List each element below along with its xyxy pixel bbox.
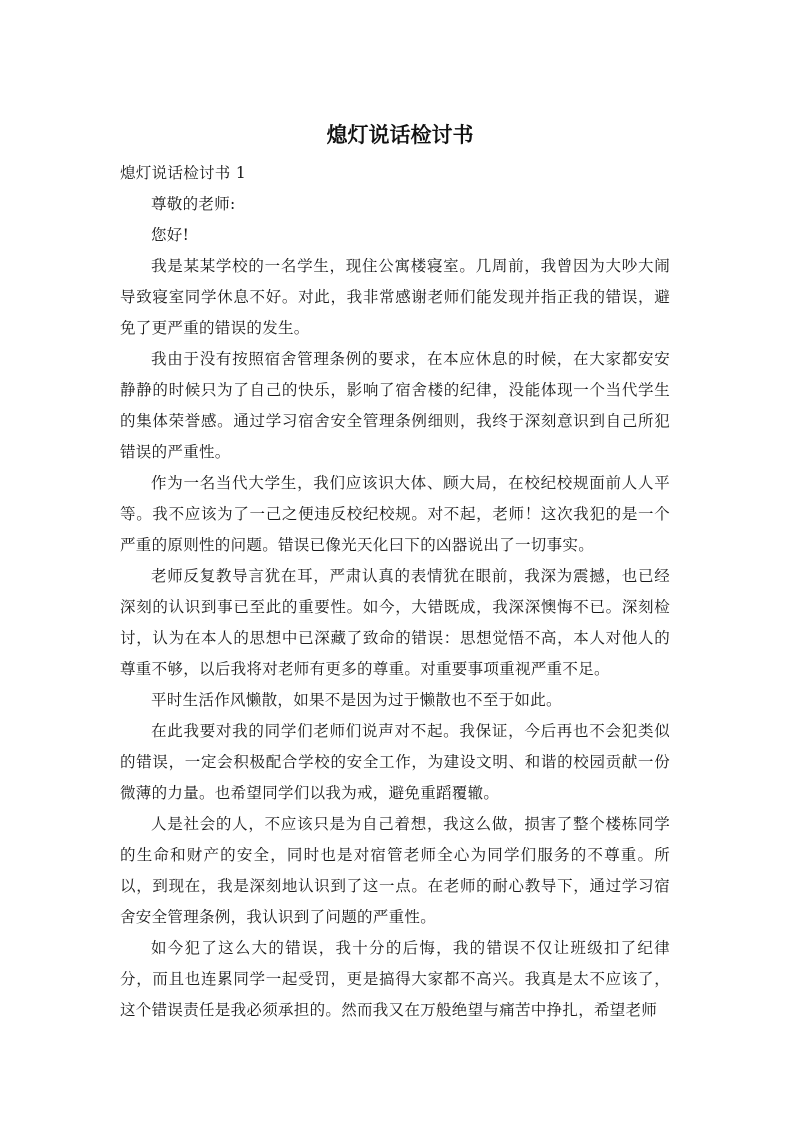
greeting: 您好! — [151, 226, 190, 244]
paragraph: 如今犯了这么大的错误，我十分的后悔，我的错误不仅让班级扣了纪律分，而且也连累同学一起受罚，更是搞得大家都不高兴。我真是太不应该了，这个错误责任是我必须承担的。然而我又在万般绝望与痛苦中挣扎，希望老师 — [120, 939, 670, 1019]
paragraph: 人是社会的人，不应该只是为自己着想，我这么做，损害了整个楼栋同学的生命和财产的安全，同时也是对宿管老师全心为同学们服务的不尊重。所以，到现在，我是深刻地认识到了这一点。在老师的耐心教导下，通过学习宿舍安全管理条例，我认识到了问题的严重性。 — [120, 815, 670, 926]
paragraph: 我是某某学校的一名学生，现住公寓楼寝室。几周前，我曾因为大吵大闹导致寝室同学休息不好。对此，我非常感谢老师们能发现并指正我的错误，避免了更严重的错误的发生。 — [120, 257, 670, 337]
salutation: 尊敬的老师: — [151, 195, 236, 213]
paragraph: 我由于没有按照宿舍管理条例的要求，在本应休息的时候，在大家都安安静静的时候只为了自己的快乐，影响了宿舍楼的纪律，没能体现一个当代学生的集体荣誉感。通过学习宿舍安全管理条例细则，我终于深刻意识到自己所犯错误的严重性。 — [120, 350, 670, 461]
paragraph: 平时生活作风懒散，如果不是因为过于懒散也不至于如此。 — [151, 691, 562, 709]
paragraph: 在此我要对我的同学们老师们说声对不起。我保证，今后再也不会犯类似的错误，一定会积极配合学校的安全工作，为建设文明、和谐的校园贡献一份微薄的力量。也希望同学们以我为戒，避免重蹈覆辙。 — [120, 722, 670, 802]
paragraph: 作为一名当代大学生，我们应该识大体、顾大局，在校纪校规面前人人平等。我不应该为了一己之便违反校纪校规。对不起，老师！这次我犯的是一个严重的原则性的问题。错误已像光天化曰下的凶器说出了一切事实。 — [120, 474, 670, 554]
document-title: 熄灯说话检讨书 — [326, 123, 474, 147]
document-body — [120, 158, 670, 1026]
section-heading: 熄灯说话检讨书 1 — [120, 164, 246, 182]
paragraph: 老师反复教导言犹在耳，严肃认真的表情犹在眼前，我深为震撼，也已经深刻的认识到事已至此的重要性。如今，大错既成，我深深懊悔不已。深刻检讨，认为在本人的思想中已深藏了致命的错误：思想觉悟不高，本人对他人的尊重不够，以后我将对老师有更多的尊重。对重要事项重视严重不足。 — [120, 567, 670, 678]
